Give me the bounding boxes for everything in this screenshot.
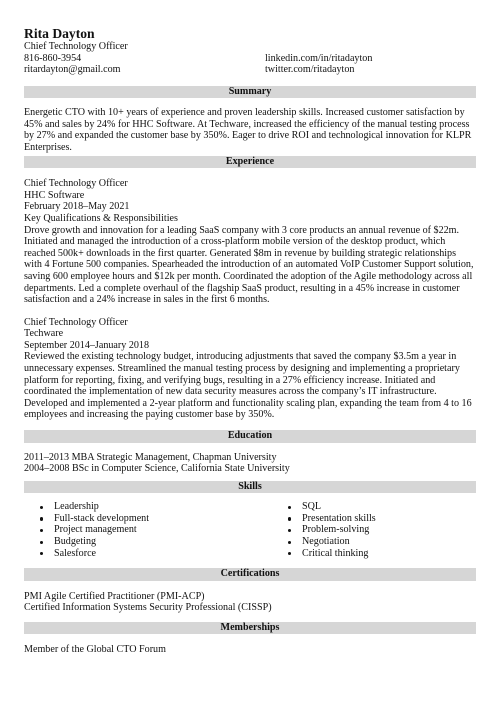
candidate-title: Chief Technology Officer — [24, 41, 128, 52]
education-entry: 2011–2013 MBA Strategic Management, Chapman University — [24, 451, 277, 463]
membership-entry: Member of the Global CTO Forum — [24, 644, 166, 656]
skill-item: Problem-solving — [286, 524, 476, 536]
job-dates: February 2018–May 2021 — [24, 201, 130, 213]
education-entry: 2004–2008 BSc in Computer Science, California State University — [24, 463, 290, 475]
certifications-heading: Certifications — [24, 568, 476, 581]
candidate-name: Rita Dayton — [24, 26, 95, 41]
skill-item: Full-stack development — [38, 513, 286, 525]
summary-heading: Summary — [24, 86, 476, 99]
contact-row-1 — [24, 53, 476, 65]
skills-column-left — [24, 501, 286, 559]
memberships-heading: Memberships — [24, 622, 476, 635]
contact-row-2 — [24, 64, 476, 76]
skill-item: SQL — [286, 501, 476, 513]
job-title: Chief Technology Officer — [24, 178, 128, 190]
skill-item: Critical thinking — [286, 548, 476, 560]
skills-column-right — [286, 501, 476, 559]
certifications-list — [24, 591, 476, 614]
linkedin-link[interactable]: linkedin.com/in/ritadayton — [265, 52, 373, 64]
certification-entry: Certified Information Systems Security Professional (CISSP) — [24, 602, 272, 614]
skill-item: Project management — [38, 524, 286, 536]
job-description: Reviewed the existing technology budget, introducing adjustments that saved the company $3.5m a year in unnecessary expenses. Streamlined the manual testing process by designing and implementing a proprietary platform for reporting, fixing, and verifying bugs, resulting in a 27% efficiency increase. Initiated and coordinated the implementation of new data security measures across the company’s IT infrastructure. Developed and implemented a 2-year platform and functionality scaling plan, expanding the team from 4 to 16 employees and increasing the paying customer base by 350%. — [24, 351, 472, 421]
job-company: HHC Software — [24, 189, 85, 201]
skill-item: Leadership — [38, 501, 286, 513]
education-list — [24, 452, 476, 475]
memberships-list — [24, 644, 476, 656]
email-address[interactable]: ritardayton@gmail.com — [24, 64, 121, 76]
experience-heading: Experience — [24, 156, 476, 169]
job-dates: September 2014–January 2018 — [24, 339, 150, 351]
job-subheading: Key Qualifications & Responsibilities — [24, 212, 178, 224]
summary-text: Energetic CTO with 10+ years of experience and proven leadership skills. Increased customer satisfaction by 45% and sales by 24% for HHC Software. At Techware, increased the efficiency of the manual testing process by 27% and expanded the customer base by 350%. Eager to drive ROI and technological innovation for KLPR Enterprises. — [24, 107, 472, 154]
skill-item: Salesforce — [38, 548, 286, 560]
education-heading: Education — [24, 430, 476, 443]
job-title: Chief Technology Officer — [24, 316, 128, 328]
skill-item: Budgeting — [38, 536, 286, 548]
job-description: Drove growth and innovation for a leading SaaS company with 3 core products an annual revenue of $22m. Initiated and managed the introduction of a cross-platform mobile version of the desktop product, which reached 500k+ downloads in the first quarter. Generated $8m in revenue by building strategic relationships with 4 Fortune 500 companies. Spearheaded the introduction of an automated VoIP Customer Support solution, saving 600 employee hours and $12k per month. Coordinated the adoption of the Agile methodology across all departments. Led a complete overhaul of the flagship SaaS product, resulting in a 45% increase in customer satisfaction and a 24% increase in sales in the first 6 months. — [24, 224, 474, 306]
skill-item: Negotiation — [286, 536, 476, 548]
skills-heading: Skills — [24, 481, 476, 494]
job-entry — [24, 178, 476, 306]
certification-entry: PMI Agile Certified Practitioner (PMI-ACP) — [24, 590, 205, 602]
resume-header — [24, 26, 476, 76]
skill-item: Presentation skills — [286, 513, 476, 525]
job-company: Techware — [24, 328, 64, 340]
twitter-link[interactable]: twitter.com/ritadayton — [265, 64, 355, 76]
phone-number: 816-860-3954 — [24, 52, 82, 64]
skills-list — [24, 501, 476, 559]
job-entry — [24, 317, 476, 421]
